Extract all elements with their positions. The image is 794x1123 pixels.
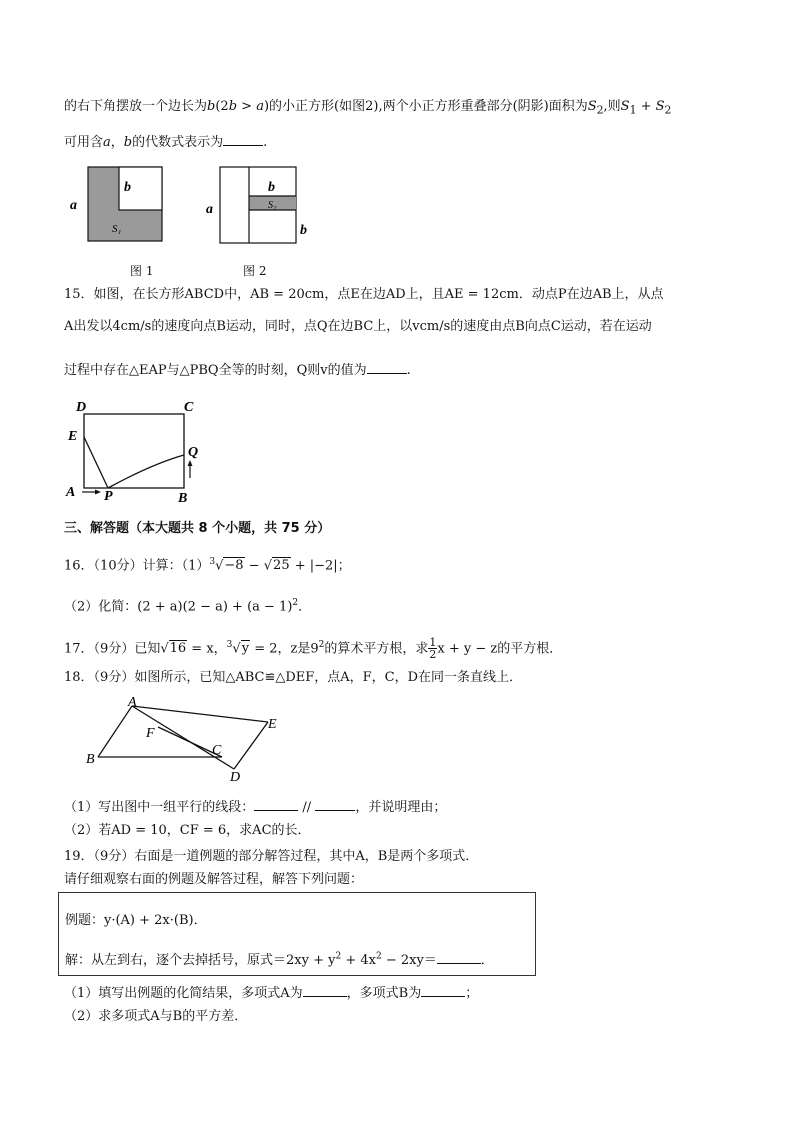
q18-sub-2: （2）若AD = 10，CF = 6，求AC的长． bbox=[64, 823, 311, 838]
answer-blank[interactable] bbox=[303, 984, 347, 997]
section-3-title: 三、解答题（本大题共 8 个小题，共 75 分） bbox=[64, 521, 331, 536]
label-B: B bbox=[86, 752, 95, 767]
answer-blank[interactable] bbox=[223, 133, 263, 146]
rectangle-abcd bbox=[84, 414, 184, 488]
q14-line-2: 可用含a，b的代数式表示为 . bbox=[64, 135, 268, 150]
label-E: E bbox=[68, 429, 78, 444]
q19-line: 19．（9分）右面是一道例题的部分解答过程，其中A，B是两个多项式． bbox=[64, 849, 479, 864]
label-C: C bbox=[212, 743, 222, 758]
label-A: A bbox=[128, 695, 137, 710]
label-A: A bbox=[66, 485, 76, 500]
label-C: C bbox=[184, 400, 194, 415]
fig1-label-s1: S₁ bbox=[112, 223, 122, 235]
q19-intro: 请仔细观察右面的例题及解答过程，解答下列问题： bbox=[64, 872, 364, 887]
fig1-label-a: a bbox=[70, 198, 77, 213]
fraction-half: $\frac{1}{2}$ bbox=[429, 636, 437, 662]
q18-line: 18．（9分）如图所示，已知△ABC≌△DEF，点A，F，C，D在同一条直线上． bbox=[64, 670, 523, 685]
fig1-label-b: b bbox=[124, 180, 131, 195]
q15-line-1: 15．如图，在长方形ABCD中，AB = 20cm，点E在边AD上，且AE = 12cm．动点P在边AB上，从点 bbox=[64, 287, 664, 302]
q19-example-box bbox=[58, 892, 536, 976]
q15-figure bbox=[62, 396, 212, 506]
answer-blank[interactable] bbox=[367, 361, 407, 374]
answer-blank[interactable] bbox=[254, 798, 298, 811]
q19-sub-1: （1）填写出例题的化简结果，多项式A为 ，多项式B为 ； bbox=[64, 986, 479, 1001]
answer-blank[interactable] bbox=[421, 984, 465, 997]
segment-pq bbox=[108, 455, 184, 488]
q17-line: 17．（9分）已知√16 = x，$^3$√y = 2，z是$9^2$的算术平方根，求 $\frac{1}{2}$ x + y − z的平方根． bbox=[64, 636, 563, 662]
q14-line-1: 的右下角摆放一个边长为b(2b > a)的小正方形(如图2),两个小正方形重叠部分(阴影)面积为$S_2$,则$S_1 + S_2$ bbox=[64, 99, 672, 117]
fig1-caption: 图 1 bbox=[130, 264, 154, 278]
answer-blank[interactable] bbox=[315, 798, 355, 811]
answer-blank[interactable] bbox=[437, 951, 481, 964]
label-Q: Q bbox=[188, 445, 199, 460]
q19-example: 例题：y·(A) + 2x·(B)． bbox=[65, 913, 207, 928]
label-P: P bbox=[104, 489, 113, 504]
q18-sub-1: （1）写出图中一组平行的线段： // ，并说明理由； bbox=[64, 800, 447, 815]
q15-line-3: 过程中存在△EAP与△PBQ全等的时刻，Q则v的值为 . bbox=[64, 363, 411, 378]
q19-solution: 解：从左到右，逐个去掉括号，原式$=2xy + y^2 + 4x^2 - 2xy=$ ． bbox=[65, 951, 494, 968]
fig2-label-b-top: b bbox=[268, 180, 275, 195]
q14-figure-2 bbox=[202, 162, 322, 248]
segment-ep bbox=[84, 437, 108, 488]
label-F: F bbox=[146, 726, 155, 741]
fig2-label-b-right: b bbox=[300, 223, 307, 238]
fig2-label-s2: S₂ bbox=[268, 200, 277, 211]
q16-line-1: 16．（10分）计算：$(1)^3√-8 - √25 + |-2|$； bbox=[64, 557, 351, 574]
fig2-caption: 图 2 bbox=[243, 264, 267, 278]
fig2-label-a: a bbox=[206, 202, 213, 217]
q18-figure bbox=[84, 694, 294, 786]
q19-sub-2: （2）求多项式A与B的平方差． bbox=[64, 1009, 248, 1024]
q16-line-2: （2）化简：$(2 + a)(2 - a) + (a - 1)^2$． bbox=[64, 598, 312, 615]
q15-line-2: A出发以4cm/s的速度向点B运动，同时，点Q在边BC上，以vcm/s的速度由点B向点C运动，若在运动 bbox=[64, 319, 652, 334]
label-D: D bbox=[76, 400, 87, 415]
label-D: D bbox=[230, 770, 241, 785]
q14-figure-1 bbox=[64, 162, 174, 248]
label-B: B bbox=[178, 491, 188, 506]
label-E: E bbox=[268, 717, 277, 732]
